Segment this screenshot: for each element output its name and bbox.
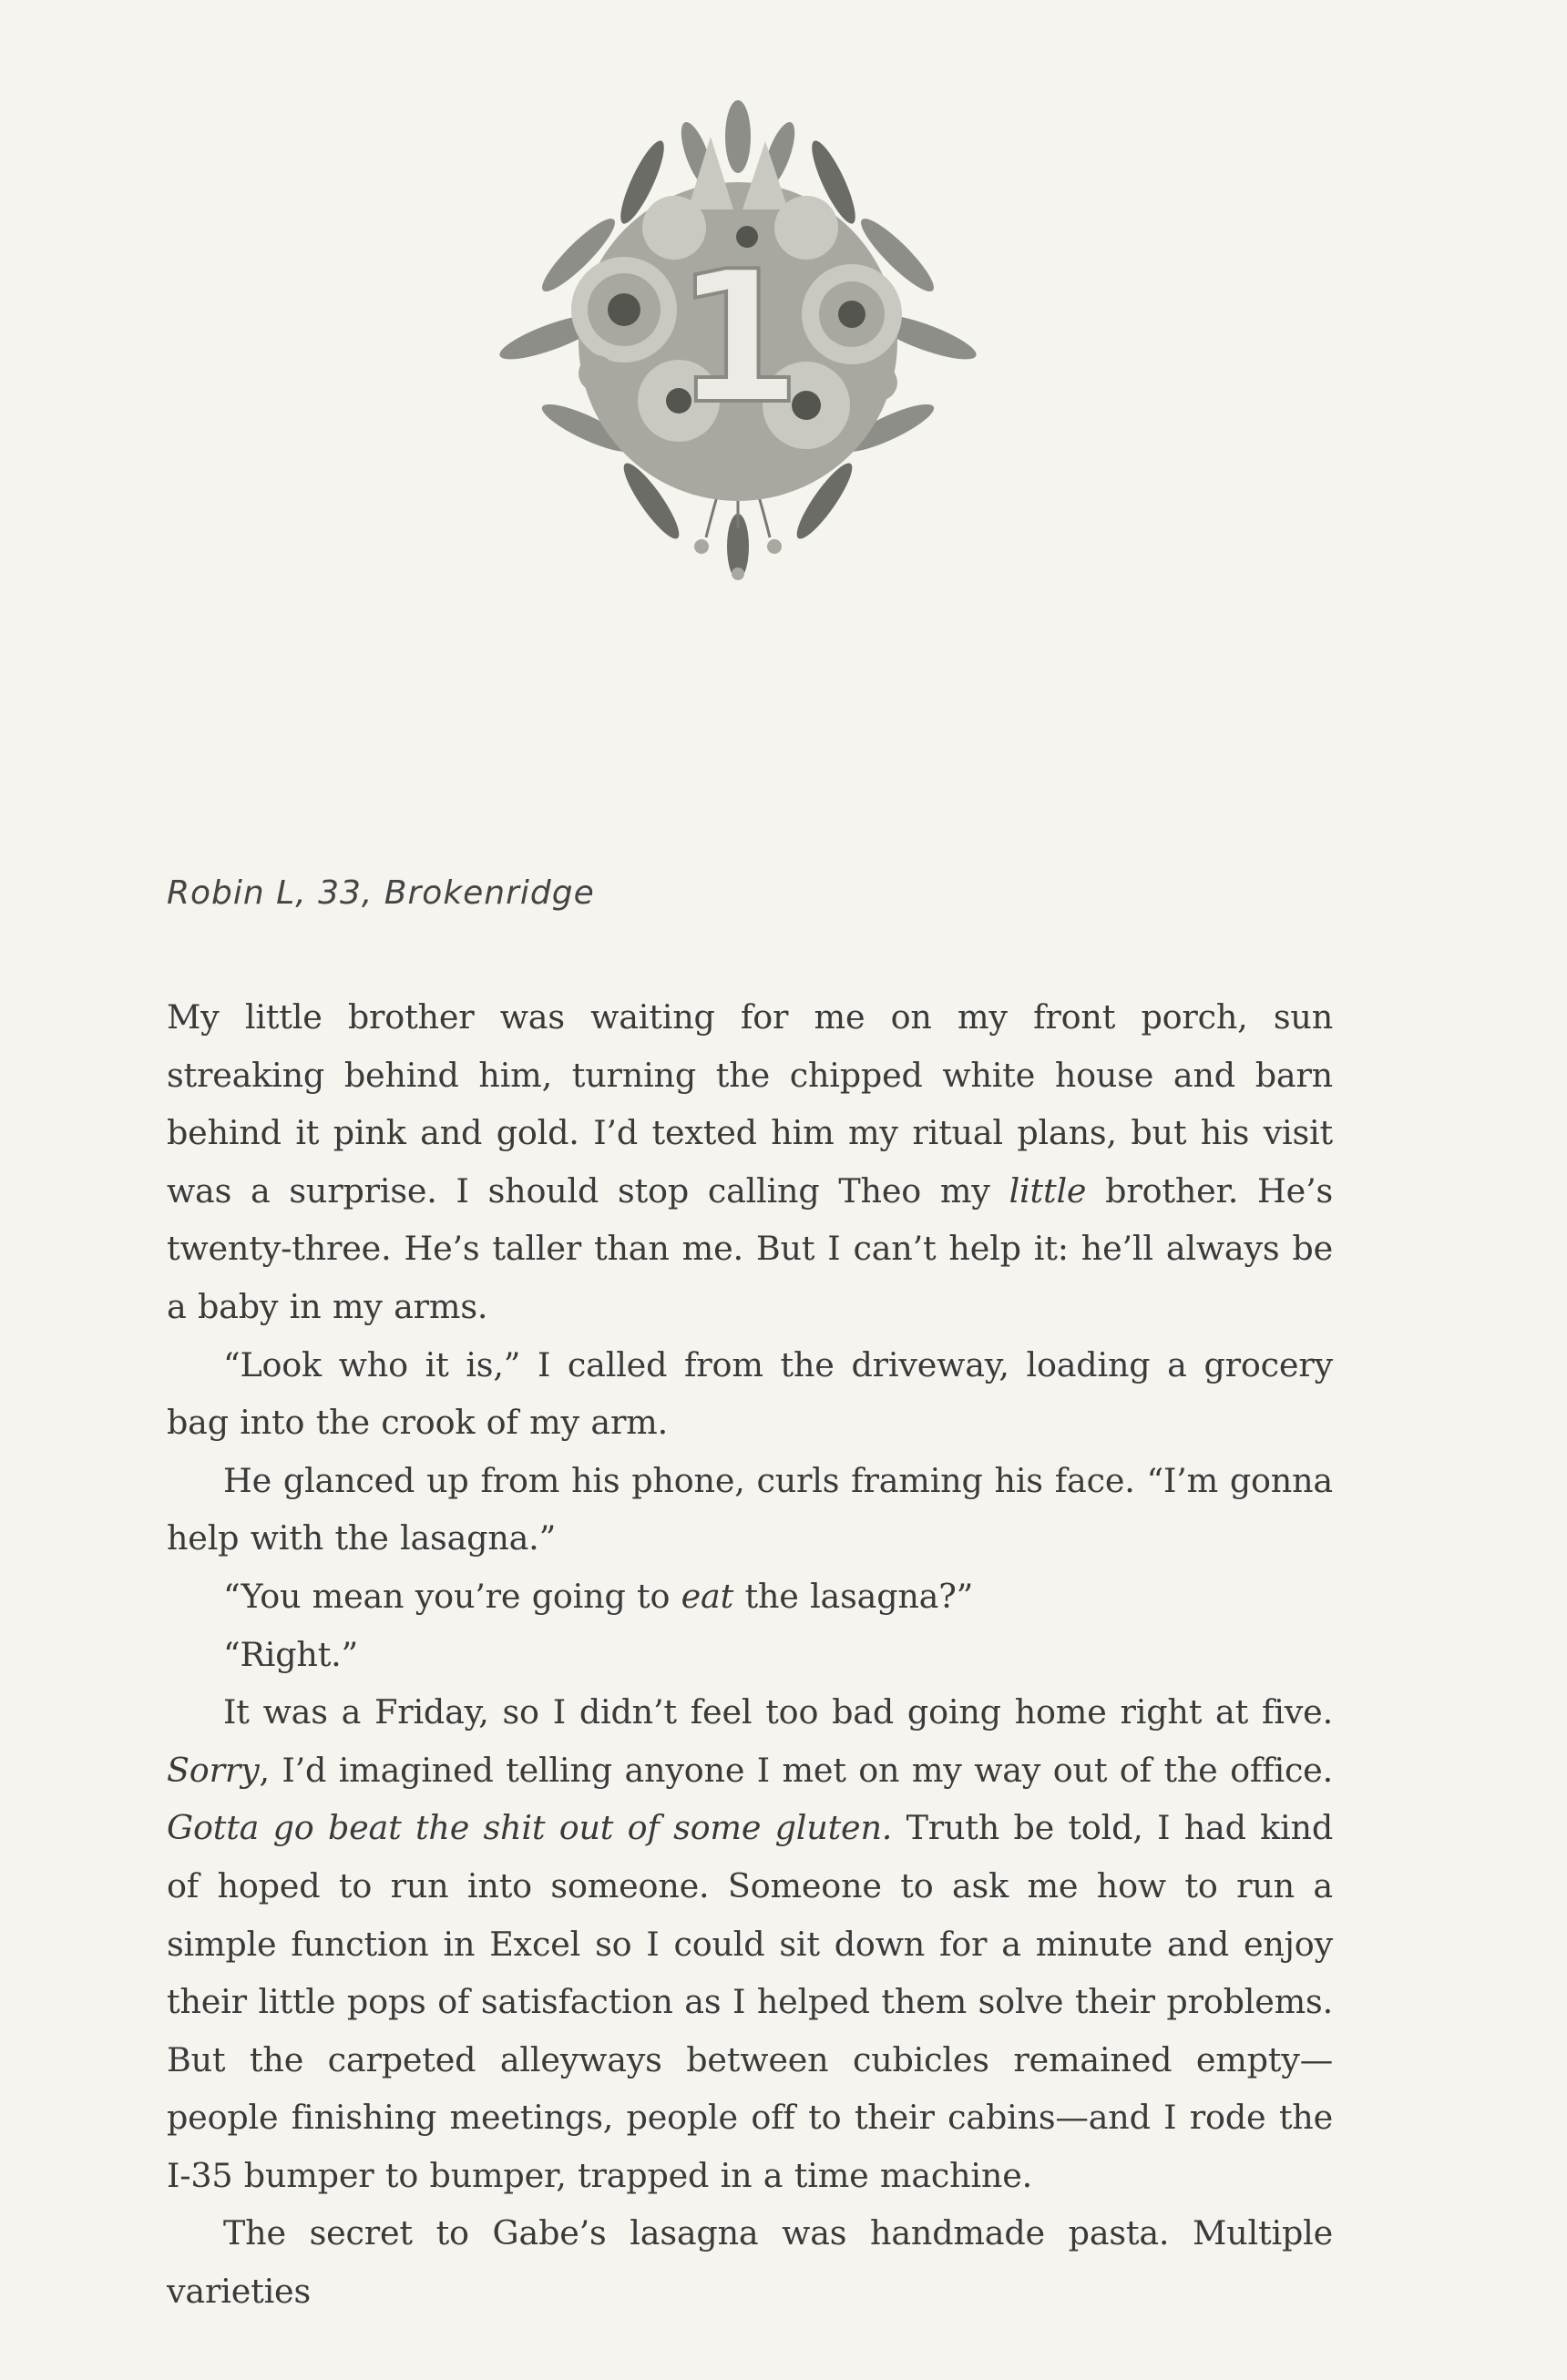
italic-text: eat xyxy=(681,1576,734,1616)
text-segment: “Look who it is,” I called from the driveway, loading a grocery bag into the crook of my arm. xyxy=(167,1344,1333,1443)
text-segment: , I’d imagined telling anyone I met on my way out of the office. xyxy=(259,1750,1333,1790)
paragraph xyxy=(167,1683,1333,2204)
paragraph xyxy=(167,1568,1333,1626)
text-segment: “You mean you’re going to xyxy=(223,1576,681,1616)
text-segment: the lasagna?” xyxy=(733,1576,974,1616)
text-segment: The secret to Gabe’s lasagna was handmade pasta. Multiple varieties xyxy=(167,2213,1333,2312)
text-segment: It was a Friday, so I didn’t feel too bad going home right at five. xyxy=(223,1692,1333,1732)
text-segment: brother. He’s twenty-three. He’s taller than me. But I can’t help it: he’ll always be a baby in my arms. xyxy=(167,1170,1334,1326)
paragraph xyxy=(167,988,1333,1336)
text-segment: My little brother was waiting for me on my front porch, sun streaking behind him, turning the chipped white house and barn behind it pink and gold. I’d texted him my ritual plans, but his visit was a surprise. I should stop calling Theo my xyxy=(167,997,1333,1210)
paragraph xyxy=(167,1336,1333,1452)
chapter-byline: Robin L, 33, Brokenridge xyxy=(167,874,595,912)
text-segment: He glanced up from his phone, curls framing his face. “I’m gonna help with the lasagna.” xyxy=(167,1460,1333,1558)
italic-text: little xyxy=(1009,1170,1087,1210)
text-segment: “Right.” xyxy=(223,1634,359,1674)
paragraph xyxy=(167,1452,1333,1568)
chapter-number: 1 xyxy=(674,232,802,444)
paragraph xyxy=(167,2204,1333,2320)
italic-text: Sorry xyxy=(167,1750,260,1790)
floral-wreath-icon xyxy=(469,100,1007,592)
text-segment: Truth be told, I had kind of hoped to run into someone. Someone to ask me how to run a simple function in Excel so I could sit down for a minute and enjoy their little pops of satisfaction as I helped them solve their problems. But the carpeted alleyways between cubicles remained empty—people finishing meetings, people off to their cabins—and I rode the I-35 bumper to bumper, trapped in a time machine. xyxy=(167,1808,1333,2195)
italic-text: Gotta go beat the shit out of some gluten. xyxy=(167,1808,893,1848)
paragraph xyxy=(167,1626,1333,1684)
body-text xyxy=(167,988,1333,2321)
